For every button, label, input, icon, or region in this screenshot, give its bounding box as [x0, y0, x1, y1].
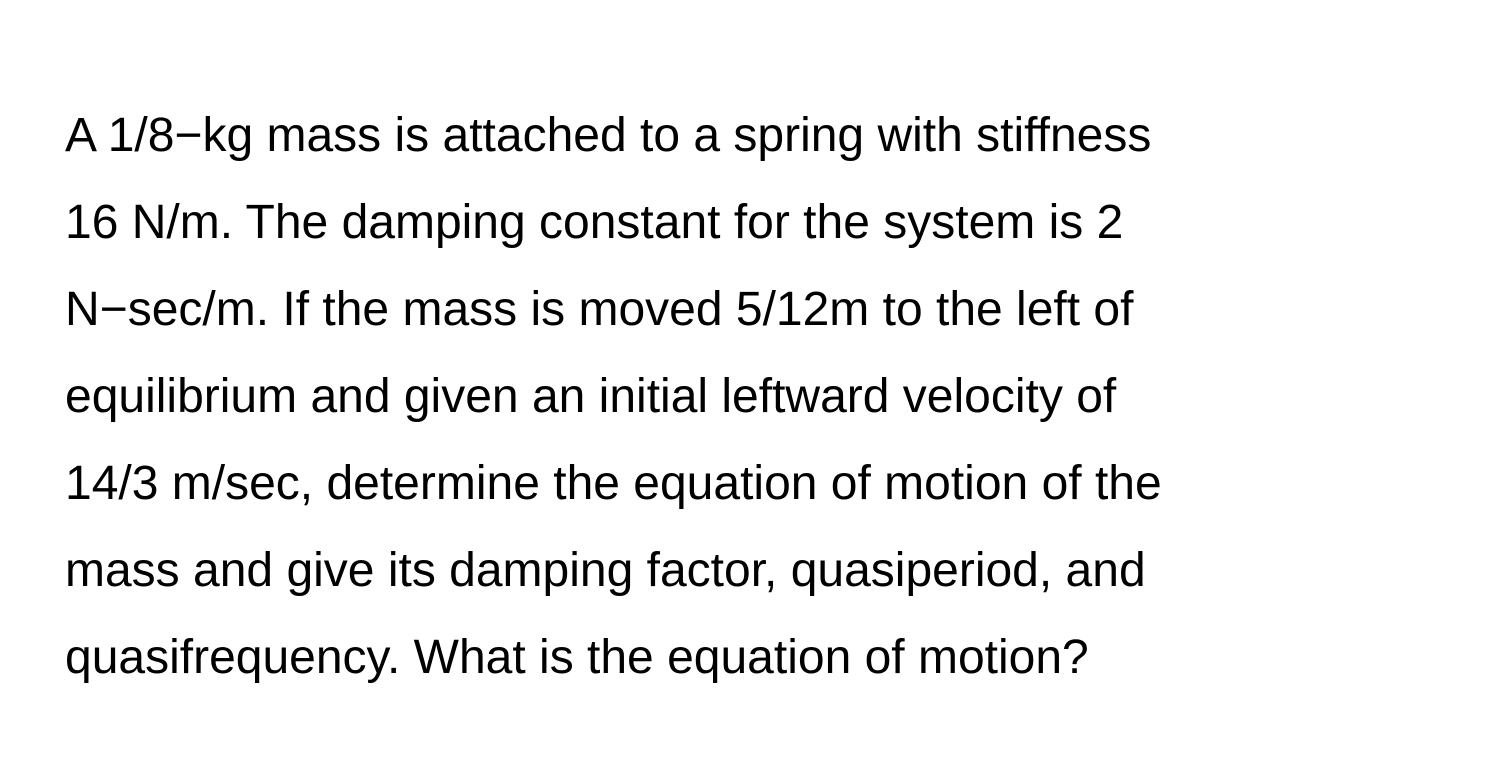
- question-line: equilibrium and given an initial leftward velocity of: [65, 370, 1117, 423]
- question-line: 16 N/m. The damping constant for the system is 2: [65, 196, 1124, 249]
- question-line: mass and give its damping factor, quasiperiod, and: [65, 544, 1146, 597]
- question-line: 14/3 m/sec, determine the equation of motion of the: [65, 457, 1162, 510]
- question-line: A 1/8−kg mass is attached to a spring with stiffness: [65, 109, 1152, 162]
- question-line: quasifrequency. What is the equation of motion?: [65, 631, 1089, 684]
- question-line: N−sec/m. If the mass is moved 5/12m to the left of: [65, 283, 1134, 336]
- question-text: [65, 92, 1465, 701]
